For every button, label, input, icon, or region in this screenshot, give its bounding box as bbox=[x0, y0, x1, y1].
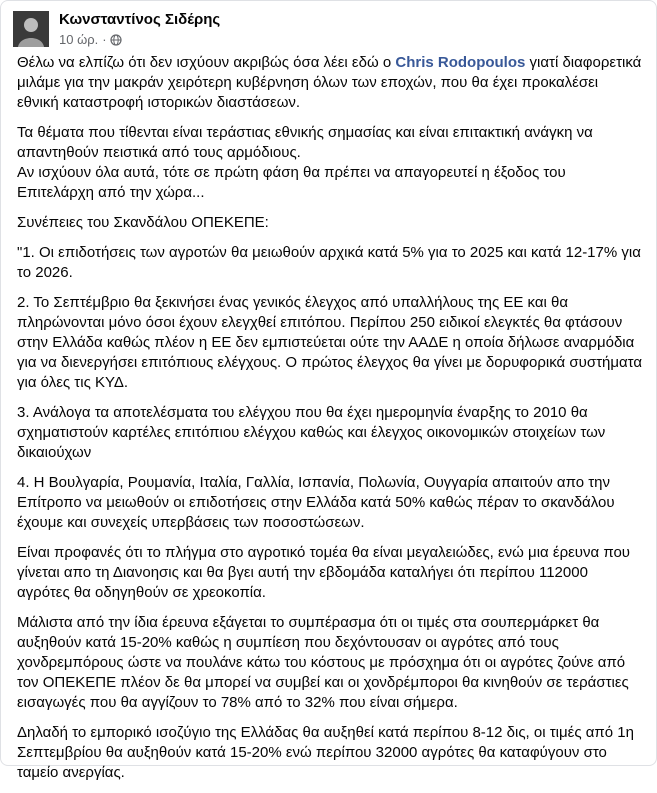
post-paragraph: 4. Η Βουλγαρία, Ρουμανία, Ιταλία, Γαλλία, Ισπανία, Πολωνία, Ουγγαρία απαιτούν απο την Επίτροπο να μειωθούν οι επιδοτήσεις στην Ελλάδα κατά 50% καθώς πέραν το σκανδάλου έχουμε και συνεχείς υπερβάσεις των ποσοστώσεων. bbox=[17, 474, 615, 531]
post-paragraph bbox=[17, 53, 643, 113]
meta-separator: · bbox=[102, 32, 107, 47]
post-paragraph: Είναι προφανές ότι το πλήγμα στο αγροτικό τομέα θα είναι μεγαλειώδες, ενώ μια έρευνα που γίνεται απο τη Διανοησις και θα βγει αυτή την εβδομάδα καταλήγει ότι περίπου 112000 αγρότες θα οδηγηθούν σε χρεοκοπία. bbox=[17, 544, 631, 601]
paragraph-text: γιατί διαφορετικά μιλάμε για την μακράν χειρότερη κυβέρνηση όλων των εποχών, που θα έχει προκαλέσει εθνική καταστροφή ιστορικών διαστάσεων. bbox=[17, 54, 642, 111]
author-name[interactable]: Κωνσταντίνος Σιδέρης bbox=[59, 11, 221, 28]
mention-link[interactable]: Chris Rodopoulos bbox=[395, 54, 526, 71]
post-paragraph: Δηλαδή το εμπορικό ισοζύγιο της Ελλάδας θα αυξηθεί κατά περίπου 8-12 δις, οι τιμές από 1η Σεπτεμβρίου θα αυξηθούν κατά 15-20% ενώ περίπου 32000 αγρότες θα καταφύγουν στο ταμείο ανεργίας. bbox=[17, 724, 634, 781]
globe-icon bbox=[110, 34, 122, 46]
post-paragraph: 3. Ανάλογα τα αποτελέσματα του ελέγχου που θα έχει ημερομηνία έναρξης το 2010 θα σχηματιστούν καρτέλες επιτόπιου ελέγχου καθώς και έλεγχος οικονομικών στοιχείων των δικαιούχων bbox=[17, 404, 606, 461]
post-meta bbox=[59, 32, 122, 47]
avatar[interactable] bbox=[13, 11, 49, 47]
paragraph-text: Θέλω να ελπίζω ότι δεν ισχύουν ακριβώς όσα λέει εδώ ο bbox=[17, 54, 396, 71]
post-paragraph: Μάλιστα από την ίδια έρευνα εξάγεται το συμπέρασμα ότι οι τιμές στα σουπερμάρκετ θα αυξηθούν κατά 15-20% καθώς η συμπίεση που δεχόντουσαν οι αγρότες από τους χονδρεμπόρους ώστε να πουλάνε κάτω του κόστους με πρόσχημα ότι οι αγρότες ζούνε από τον ΟΠΕΚΕΠΕ πλέον δε θα μπορεί να συμβεί και οι χονδρέμποροι θα κινηθούν σε τεράστιες εισαγωγές που θα αγγίζουν το 78% από το 32% που είναι σήμερα. bbox=[17, 614, 629, 711]
profile-photo-icon bbox=[13, 11, 49, 47]
post-paragraph: Συνέπειες του Σκανδάλου ΟΠΕΚΕΠΕ: bbox=[17, 214, 269, 231]
post-timestamp[interactable]: 10 ώρ. bbox=[59, 32, 99, 47]
post-paragraph: Αν ισχύουν όλα αυτά, τότε σε πρώτη φάση θα πρέπει να απαγορευτεί η έξοδος του Επιτελάρχη από την χώρα... bbox=[17, 164, 566, 201]
post-body bbox=[17, 53, 643, 793]
post-paragraph: 2. Το Σεπτέμβριο θα ξεκινήσει ένας γενικός έλεγχος από υπαλλήλους της ΕΕ και θα πληρώνονται μόνο όσοι έχουν ελεγχθεί επιτόπου. Περίπου 250 ειδικοί ελεγκτές θα φτάσουν στην Ελλάδα καθώς πλέον η ΕΕ δεν εμπιστεύεται ούτε την ΑΑΔΕ η οποία δήλωσε αναρμόδια για να διενεργήσει επιτόπιους ελέγχους. Ο πρώτος έλεγχος θα γίνει με δορυφορικά συστήματα για όλες τις ΚΥΔ. bbox=[17, 294, 643, 391]
post-paragraph: Τα θέματα που τίθενται είναι τεράστιας εθνικής σημασίας και είναι επιτακτική ανάγκη να απαντηθούν πειστικά από τους αρμόδιους. bbox=[17, 124, 593, 161]
post-paragraph: "1. Οι επιδοτήσεις των αγροτών θα μειωθούν αρχικά κατά 5% για το 2025 και κατά 12-17% για το 2026. bbox=[17, 244, 641, 281]
